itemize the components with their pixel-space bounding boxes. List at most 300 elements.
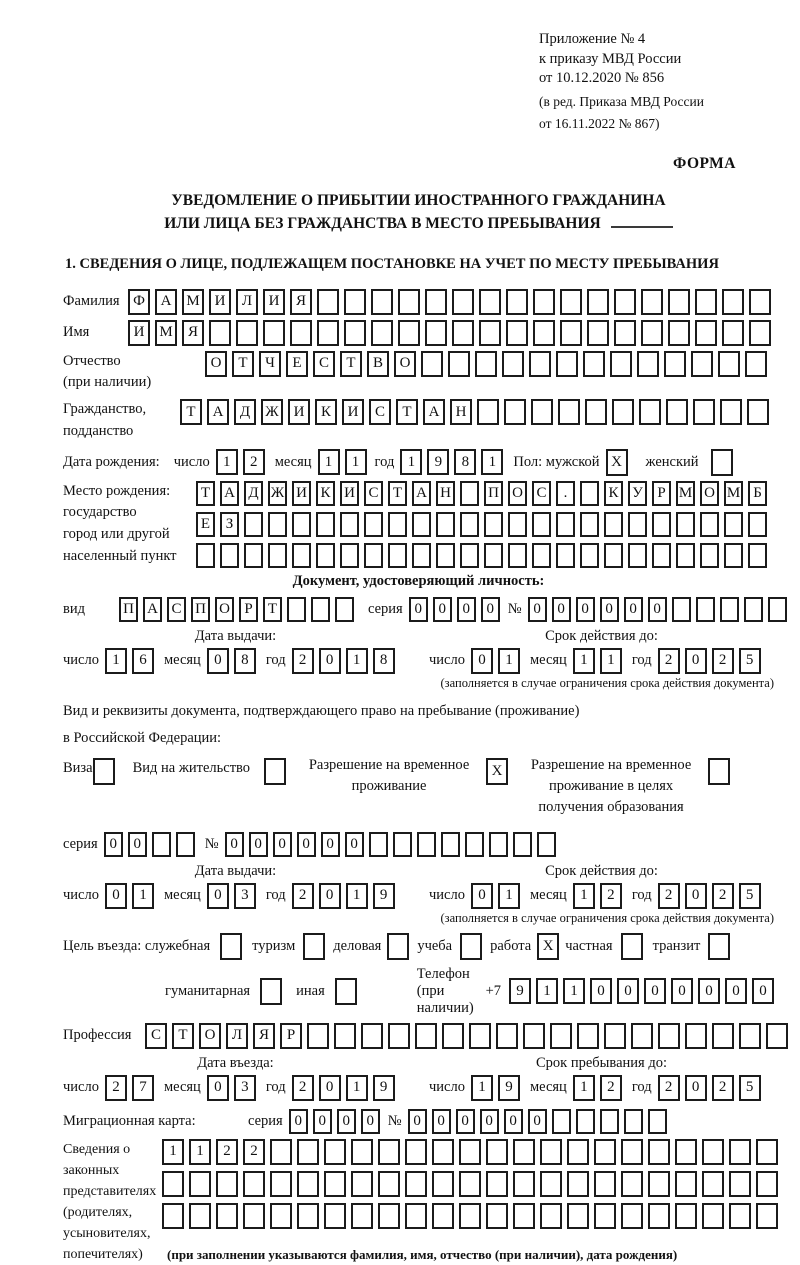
- form-cell[interactable]: [533, 289, 555, 315]
- form-cell[interactable]: [604, 1023, 626, 1049]
- form-cell[interactable]: [729, 1139, 751, 1165]
- form-cell[interactable]: А: [220, 481, 239, 506]
- form-cell[interactable]: [378, 1139, 400, 1165]
- form-cell[interactable]: С: [532, 481, 551, 506]
- form-cell[interactable]: [436, 543, 455, 568]
- form-cell[interactable]: 0: [456, 1109, 475, 1134]
- form-cell[interactable]: О: [205, 351, 227, 377]
- form-cell[interactable]: [216, 1203, 238, 1229]
- form-cell[interactable]: [334, 1023, 356, 1049]
- form-cell[interactable]: [486, 1203, 508, 1229]
- form-cell[interactable]: 0: [207, 648, 229, 674]
- form-cell[interactable]: [756, 1139, 778, 1165]
- form-cell[interactable]: 2: [105, 1075, 127, 1101]
- form-cell[interactable]: Т: [340, 351, 362, 377]
- form-cell[interactable]: [369, 832, 388, 857]
- form-cell[interactable]: [459, 1203, 481, 1229]
- form-cell[interactable]: И: [342, 399, 364, 425]
- form-cell[interactable]: [672, 597, 691, 622]
- form-cell[interactable]: 0: [504, 1109, 523, 1134]
- form-cell[interactable]: 0: [752, 978, 774, 1004]
- form-cell[interactable]: С: [364, 481, 383, 506]
- form-cell[interactable]: [388, 543, 407, 568]
- form-cell[interactable]: С: [145, 1023, 167, 1049]
- form-cell[interactable]: [479, 320, 501, 346]
- form-cell[interactable]: 3: [234, 883, 256, 909]
- form-cell[interactable]: 2: [292, 883, 314, 909]
- form-cell[interactable]: Я: [290, 289, 312, 315]
- form-cell[interactable]: 1: [536, 978, 558, 1004]
- form-cell[interactable]: [556, 351, 578, 377]
- form-cell[interactable]: [722, 320, 744, 346]
- study-checkbox[interactable]: [460, 933, 482, 960]
- form-cell[interactable]: [452, 289, 474, 315]
- form-cell[interactable]: [216, 1171, 238, 1197]
- form-cell[interactable]: У: [628, 481, 647, 506]
- form-cell[interactable]: [695, 289, 717, 315]
- form-cell[interactable]: И: [292, 481, 311, 506]
- form-cell[interactable]: [335, 597, 354, 622]
- form-cell[interactable]: [405, 1203, 427, 1229]
- form-cell[interactable]: А: [207, 399, 229, 425]
- form-cell[interactable]: [675, 1203, 697, 1229]
- form-cell[interactable]: [756, 1171, 778, 1197]
- form-cell[interactable]: 2: [243, 1139, 265, 1165]
- form-cell[interactable]: [748, 512, 767, 537]
- form-cell[interactable]: [600, 1109, 619, 1134]
- form-cell[interactable]: 2: [712, 883, 734, 909]
- form-cell[interactable]: [340, 543, 359, 568]
- form-cell[interactable]: 0: [409, 597, 428, 622]
- form-cell[interactable]: [580, 512, 599, 537]
- form-cell[interactable]: 0: [528, 1109, 547, 1134]
- form-cell[interactable]: [388, 1023, 410, 1049]
- form-cell[interactable]: [243, 1203, 265, 1229]
- form-cell[interactable]: [442, 1023, 464, 1049]
- form-cell[interactable]: [537, 832, 556, 857]
- form-cell[interactable]: 1: [400, 449, 422, 475]
- form-cell[interactable]: [297, 1203, 319, 1229]
- form-cell[interactable]: 0: [471, 648, 493, 674]
- form-cell[interactable]: 0: [319, 648, 341, 674]
- form-cell[interactable]: 1: [346, 883, 368, 909]
- form-cell[interactable]: [176, 832, 195, 857]
- form-cell[interactable]: 1: [216, 449, 238, 475]
- form-cell[interactable]: Е: [196, 512, 215, 537]
- form-cell[interactable]: [351, 1139, 373, 1165]
- other-checkbox[interactable]: [335, 978, 357, 1005]
- form-cell[interactable]: 9: [498, 1075, 520, 1101]
- form-cell[interactable]: И: [128, 320, 150, 346]
- form-cell[interactable]: Т: [196, 481, 215, 506]
- form-cell[interactable]: [460, 512, 479, 537]
- form-cell[interactable]: 0: [685, 883, 707, 909]
- female-checkbox[interactable]: [711, 449, 733, 476]
- form-cell[interactable]: Н: [436, 481, 455, 506]
- form-cell[interactable]: [189, 1203, 211, 1229]
- form-cell[interactable]: 1: [498, 648, 520, 674]
- form-cell[interactable]: Т: [396, 399, 418, 425]
- form-cell[interactable]: [724, 543, 743, 568]
- form-cell[interactable]: [486, 1139, 508, 1165]
- form-cell[interactable]: 0: [480, 1109, 499, 1134]
- temp-residence-checkbox[interactable]: X: [486, 758, 508, 785]
- form-cell[interactable]: 2: [658, 648, 680, 674]
- form-cell[interactable]: [658, 1023, 680, 1049]
- form-cell[interactable]: 0: [273, 832, 292, 857]
- form-cell[interactable]: 2: [712, 648, 734, 674]
- form-cell[interactable]: 0: [337, 1109, 356, 1134]
- form-cell[interactable]: 2: [216, 1139, 238, 1165]
- form-cell[interactable]: [371, 320, 393, 346]
- form-cell[interactable]: [567, 1139, 589, 1165]
- form-cell[interactable]: [540, 1139, 562, 1165]
- form-cell[interactable]: [675, 1171, 697, 1197]
- form-cell[interactable]: [748, 543, 767, 568]
- form-cell[interactable]: 0: [648, 597, 667, 622]
- form-cell[interactable]: [628, 543, 647, 568]
- form-cell[interactable]: [489, 832, 508, 857]
- form-cell[interactable]: 0: [528, 597, 547, 622]
- form-cell[interactable]: [452, 320, 474, 346]
- form-cell[interactable]: [162, 1203, 184, 1229]
- form-cell[interactable]: [393, 832, 412, 857]
- form-cell[interactable]: 0: [552, 597, 571, 622]
- form-cell[interactable]: [152, 832, 171, 857]
- form-cell[interactable]: 0: [725, 978, 747, 1004]
- form-cell[interactable]: [577, 1023, 599, 1049]
- form-cell[interactable]: 1: [346, 648, 368, 674]
- form-cell[interactable]: Ф: [128, 289, 150, 315]
- form-cell[interactable]: А: [143, 597, 162, 622]
- form-cell[interactable]: 5: [739, 883, 761, 909]
- form-cell[interactable]: 2: [658, 1075, 680, 1101]
- form-cell[interactable]: [729, 1203, 751, 1229]
- form-cell[interactable]: [668, 289, 690, 315]
- form-cell[interactable]: Я: [253, 1023, 275, 1049]
- form-cell[interactable]: О: [215, 597, 234, 622]
- form-cell[interactable]: Я: [182, 320, 204, 346]
- form-cell[interactable]: [580, 481, 599, 506]
- form-cell[interactable]: 1: [162, 1139, 184, 1165]
- form-cell[interactable]: И: [209, 289, 231, 315]
- form-cell[interactable]: [513, 1171, 535, 1197]
- form-cell[interactable]: 0: [481, 597, 500, 622]
- form-cell[interactable]: [756, 1203, 778, 1229]
- form-cell[interactable]: И: [263, 289, 285, 315]
- form-cell[interactable]: [648, 1109, 667, 1134]
- form-cell[interactable]: [441, 832, 460, 857]
- form-cell[interactable]: [351, 1171, 373, 1197]
- form-cell[interactable]: [425, 320, 447, 346]
- form-cell[interactable]: [702, 1139, 724, 1165]
- form-cell[interactable]: [556, 543, 575, 568]
- form-cell[interactable]: 9: [373, 883, 395, 909]
- form-cell[interactable]: [621, 1203, 643, 1229]
- form-cell[interactable]: [768, 597, 787, 622]
- form-cell[interactable]: [610, 351, 632, 377]
- form-cell[interactable]: [560, 289, 582, 315]
- form-cell[interactable]: [425, 289, 447, 315]
- form-cell[interactable]: 2: [600, 883, 622, 909]
- form-cell[interactable]: 0: [624, 597, 643, 622]
- form-cell[interactable]: 9: [373, 1075, 395, 1101]
- form-cell[interactable]: [292, 543, 311, 568]
- form-cell[interactable]: [675, 1139, 697, 1165]
- form-cell[interactable]: [475, 351, 497, 377]
- form-cell[interactable]: [739, 1023, 761, 1049]
- form-cell[interactable]: 1: [481, 449, 503, 475]
- form-cell[interactable]: 0: [104, 832, 123, 857]
- form-cell[interactable]: [398, 289, 420, 315]
- form-cell[interactable]: [412, 543, 431, 568]
- form-cell[interactable]: 9: [509, 978, 531, 1004]
- form-cell[interactable]: [412, 512, 431, 537]
- form-cell[interactable]: [270, 1139, 292, 1165]
- form-cell[interactable]: [317, 320, 339, 346]
- form-cell[interactable]: .: [556, 481, 575, 506]
- form-cell[interactable]: 2: [658, 883, 680, 909]
- form-cell[interactable]: [621, 1139, 643, 1165]
- form-cell[interactable]: О: [700, 481, 719, 506]
- form-cell[interactable]: 9: [427, 449, 449, 475]
- form-cell[interactable]: 7: [132, 1075, 154, 1101]
- form-cell[interactable]: 0: [644, 978, 666, 1004]
- form-cell[interactable]: [648, 1171, 670, 1197]
- form-cell[interactable]: 0: [207, 1075, 229, 1101]
- form-cell[interactable]: [724, 512, 743, 537]
- form-cell[interactable]: [364, 512, 383, 537]
- form-cell[interactable]: А: [412, 481, 431, 506]
- form-cell[interactable]: [695, 320, 717, 346]
- form-cell[interactable]: [432, 1139, 454, 1165]
- form-cell[interactable]: В: [367, 351, 389, 377]
- form-cell[interactable]: [311, 597, 330, 622]
- form-cell[interactable]: [496, 1023, 518, 1049]
- form-cell[interactable]: 1: [189, 1139, 211, 1165]
- form-cell[interactable]: Р: [239, 597, 258, 622]
- form-cell[interactable]: [612, 399, 634, 425]
- form-cell[interactable]: [244, 543, 263, 568]
- form-cell[interactable]: [652, 543, 671, 568]
- form-cell[interactable]: [465, 832, 484, 857]
- form-cell[interactable]: 0: [671, 978, 693, 1004]
- form-cell[interactable]: [316, 512, 335, 537]
- form-cell[interactable]: [460, 543, 479, 568]
- form-cell[interactable]: [712, 1023, 734, 1049]
- visa-checkbox[interactable]: [93, 758, 115, 785]
- form-cell[interactable]: [244, 512, 263, 537]
- form-cell[interactable]: [624, 1109, 643, 1134]
- form-cell[interactable]: 0: [207, 883, 229, 909]
- form-cell[interactable]: [307, 1023, 329, 1049]
- form-cell[interactable]: 2: [292, 648, 314, 674]
- form-cell[interactable]: П: [191, 597, 210, 622]
- form-cell[interactable]: 8: [454, 449, 476, 475]
- form-cell[interactable]: 2: [600, 1075, 622, 1101]
- form-cell[interactable]: О: [199, 1023, 221, 1049]
- form-cell[interactable]: 0: [225, 832, 244, 857]
- form-cell[interactable]: [502, 351, 524, 377]
- form-cell[interactable]: Д: [244, 481, 263, 506]
- form-cell[interactable]: П: [119, 597, 138, 622]
- form-cell[interactable]: [361, 1023, 383, 1049]
- form-cell[interactable]: [297, 1171, 319, 1197]
- form-cell[interactable]: 0: [590, 978, 612, 1004]
- business-checkbox[interactable]: [387, 933, 409, 960]
- form-cell[interactable]: [268, 512, 287, 537]
- form-cell[interactable]: [460, 481, 479, 506]
- form-cell[interactable]: [628, 512, 647, 537]
- form-cell[interactable]: П: [484, 481, 503, 506]
- form-cell[interactable]: [594, 1203, 616, 1229]
- form-cell[interactable]: [587, 320, 609, 346]
- form-cell[interactable]: [614, 289, 636, 315]
- form-cell[interactable]: [270, 1203, 292, 1229]
- form-cell[interactable]: 1: [105, 648, 127, 674]
- form-cell[interactable]: [594, 1139, 616, 1165]
- residence-permit-checkbox[interactable]: [264, 758, 286, 785]
- form-cell[interactable]: [621, 1171, 643, 1197]
- form-cell[interactable]: [324, 1171, 346, 1197]
- form-cell[interactable]: [432, 1203, 454, 1229]
- form-cell[interactable]: [540, 1171, 562, 1197]
- form-cell[interactable]: [209, 320, 231, 346]
- form-cell[interactable]: [513, 1203, 535, 1229]
- form-cell[interactable]: 2: [292, 1075, 314, 1101]
- form-cell[interactable]: Т: [172, 1023, 194, 1049]
- form-cell[interactable]: [486, 1171, 508, 1197]
- form-cell[interactable]: 0: [432, 1109, 451, 1134]
- form-cell[interactable]: 1: [563, 978, 585, 1004]
- form-cell[interactable]: [290, 320, 312, 346]
- form-cell[interactable]: 0: [345, 832, 364, 857]
- form-cell[interactable]: [448, 351, 470, 377]
- form-cell[interactable]: [532, 512, 551, 537]
- form-cell[interactable]: [664, 351, 686, 377]
- form-cell[interactable]: [648, 1203, 670, 1229]
- official-checkbox[interactable]: [220, 933, 242, 960]
- form-cell[interactable]: [504, 399, 526, 425]
- form-cell[interactable]: 0: [408, 1109, 427, 1134]
- form-cell[interactable]: 0: [249, 832, 268, 857]
- form-cell[interactable]: [676, 512, 695, 537]
- form-cell[interactable]: [700, 512, 719, 537]
- form-cell[interactable]: 1: [573, 883, 595, 909]
- form-cell[interactable]: Л: [236, 289, 258, 315]
- form-cell[interactable]: [666, 399, 688, 425]
- form-cell[interactable]: К: [316, 481, 335, 506]
- form-cell[interactable]: [567, 1203, 589, 1229]
- form-cell[interactable]: [196, 543, 215, 568]
- form-cell[interactable]: [532, 543, 551, 568]
- form-cell[interactable]: [685, 1023, 707, 1049]
- form-cell[interactable]: 0: [685, 648, 707, 674]
- form-cell[interactable]: [604, 543, 623, 568]
- form-cell[interactable]: 1: [345, 449, 367, 475]
- form-cell[interactable]: [729, 1171, 751, 1197]
- form-cell[interactable]: [614, 320, 636, 346]
- form-cell[interactable]: [691, 351, 713, 377]
- form-cell[interactable]: [700, 543, 719, 568]
- form-cell[interactable]: [236, 320, 258, 346]
- form-cell[interactable]: 1: [573, 648, 595, 674]
- form-cell[interactable]: [508, 512, 527, 537]
- form-cell[interactable]: [513, 832, 532, 857]
- form-cell[interactable]: [371, 289, 393, 315]
- work-checkbox[interactable]: X: [537, 933, 559, 960]
- form-cell[interactable]: [324, 1139, 346, 1165]
- form-cell[interactable]: [540, 1203, 562, 1229]
- form-cell[interactable]: [268, 543, 287, 568]
- form-cell[interactable]: Л: [226, 1023, 248, 1049]
- form-cell[interactable]: [718, 351, 740, 377]
- form-cell[interactable]: 5: [739, 1075, 761, 1101]
- form-cell[interactable]: 2: [243, 449, 265, 475]
- form-cell[interactable]: 0: [319, 883, 341, 909]
- form-cell[interactable]: 5: [739, 648, 761, 674]
- form-cell[interactable]: 0: [313, 1109, 332, 1134]
- form-cell[interactable]: Т: [180, 399, 202, 425]
- form-cell[interactable]: [552, 1109, 571, 1134]
- form-cell[interactable]: 0: [698, 978, 720, 1004]
- form-cell[interactable]: [652, 512, 671, 537]
- form-cell[interactable]: [583, 351, 605, 377]
- form-cell[interactable]: [316, 543, 335, 568]
- form-cell[interactable]: 0: [471, 883, 493, 909]
- form-cell[interactable]: 0: [105, 883, 127, 909]
- humanitarian-checkbox[interactable]: [260, 978, 282, 1005]
- form-cell[interactable]: [594, 1171, 616, 1197]
- form-cell[interactable]: М: [155, 320, 177, 346]
- form-cell[interactable]: [550, 1023, 572, 1049]
- form-cell[interactable]: Д: [234, 399, 256, 425]
- form-cell[interactable]: [344, 320, 366, 346]
- form-cell[interactable]: Т: [263, 597, 282, 622]
- form-cell[interactable]: Ч: [259, 351, 281, 377]
- form-cell[interactable]: [436, 512, 455, 537]
- form-cell[interactable]: [567, 1171, 589, 1197]
- form-cell[interactable]: [580, 543, 599, 568]
- form-cell[interactable]: [162, 1171, 184, 1197]
- form-cell[interactable]: [479, 289, 501, 315]
- form-cell[interactable]: [324, 1203, 346, 1229]
- form-cell[interactable]: И: [340, 481, 359, 506]
- form-cell[interactable]: [749, 320, 771, 346]
- form-cell[interactable]: [459, 1139, 481, 1165]
- form-cell[interactable]: [531, 399, 553, 425]
- form-cell[interactable]: 1: [573, 1075, 595, 1101]
- form-cell[interactable]: Т: [388, 481, 407, 506]
- form-cell[interactable]: [317, 289, 339, 315]
- form-cell[interactable]: Р: [280, 1023, 302, 1049]
- form-cell[interactable]: 0: [319, 1075, 341, 1101]
- form-cell[interactable]: [398, 320, 420, 346]
- form-cell[interactable]: Т: [232, 351, 254, 377]
- form-cell[interactable]: [513, 1139, 535, 1165]
- form-cell[interactable]: [702, 1171, 724, 1197]
- form-cell[interactable]: [558, 399, 580, 425]
- form-cell[interactable]: 0: [433, 597, 452, 622]
- form-cell[interactable]: 0: [576, 597, 595, 622]
- form-cell[interactable]: [676, 543, 695, 568]
- form-cell[interactable]: [668, 320, 690, 346]
- form-cell[interactable]: [745, 351, 767, 377]
- form-cell[interactable]: О: [394, 351, 416, 377]
- form-cell[interactable]: [287, 597, 306, 622]
- form-cell[interactable]: [484, 543, 503, 568]
- form-cell[interactable]: С: [369, 399, 391, 425]
